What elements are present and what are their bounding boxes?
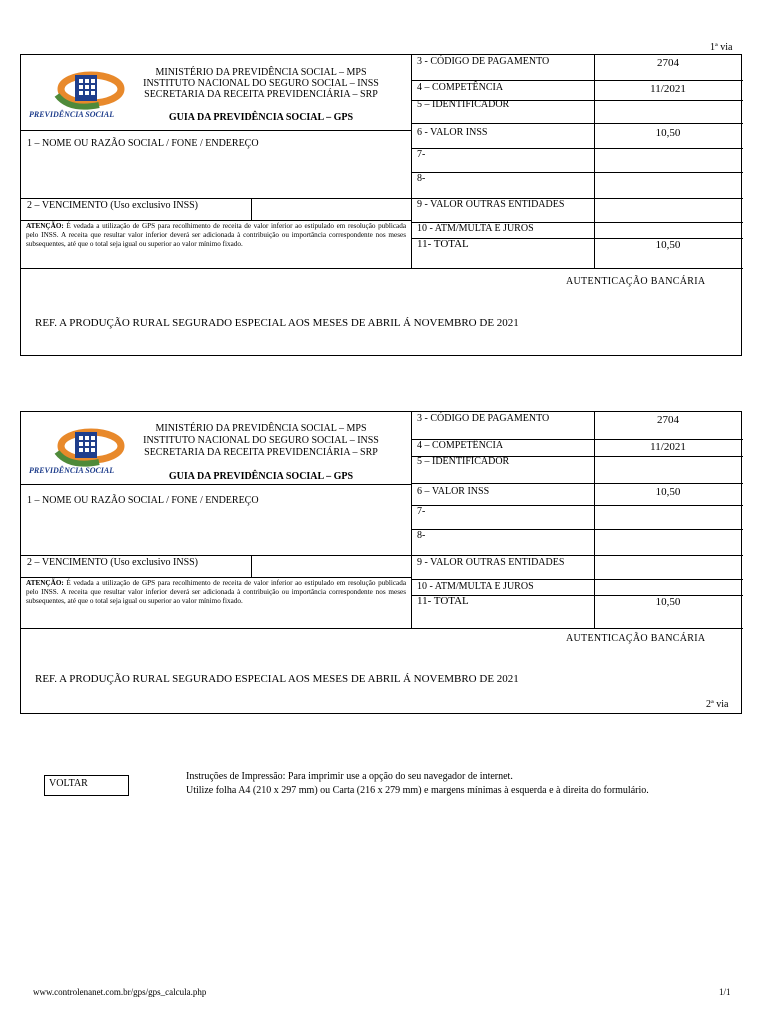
field-6-label: 6 – VALOR INSS [417, 486, 490, 497]
field-8-label: 8- [417, 530, 426, 541]
autenticacao-bancaria: AUTENTICAÇÃO BANCÁRIA [566, 633, 706, 644]
field-6-label: 6 - VALOR INSS [417, 127, 488, 138]
field-3-label: 3 - CÓDIGO DE PAGAMENTO [417, 56, 550, 67]
print-instructions-line2: Utilize folha A4 (210 x 297 mm) ou Carta (216 x 279 mm) e margens mínimas à esquerda e à direita do formulário. [186, 785, 649, 796]
field-10-label: 10 - ATM/MULTA E JUROS [417, 581, 534, 592]
field-9-label: 9 - VALOR OUTRAS ENTIDADES [417, 199, 565, 210]
header-ministerio: MINISTÉRIO DA PREVIDÊNCIA SOCIAL – MPS [155, 423, 367, 434]
field-3-value: 2704 [657, 57, 679, 69]
field-5-label: 5 – IDENTIFICADOR [417, 456, 510, 467]
gps-form-1 [20, 54, 742, 356]
field-6-value: 10,50 [655, 486, 681, 498]
header-secretaria: SECRETARIA DA RECEITA PREVIDENCIÁRIA – SRP [144, 89, 378, 100]
header-ministerio: MINISTÉRIO DA PREVIDÊNCIA SOCIAL – MPS [155, 67, 367, 78]
field-11-label: 11- TOTAL [417, 595, 469, 607]
field-4-label: 4 – COMPETÊNCIA [417, 82, 504, 93]
guia-title: GUIA DA PREVIDÊNCIA SOCIAL – GPS [168, 471, 354, 482]
gps-form-2 [20, 411, 742, 714]
field-7-label: 7- [417, 149, 426, 160]
field-8-label: 8- [417, 173, 426, 184]
field-4-value: 11/2021 [650, 83, 686, 95]
atencao-text: ATENÇÃO: É vedada a utilização de GPS para recolhimento de receita de valor inferior ao estipulado em resolução publicada pelo INSS. A receita que resultar valor inferior deverá ser adicionada à contribuição ou importância correspondente nos meses subsequentes, até que o total seja igual ou superior ao valor mínimo fixado. [26, 579, 407, 605]
voltar-button[interactable]: VOLTAR [44, 775, 129, 796]
guia-title: GUIA DA PREVIDÊNCIA SOCIAL – GPS [168, 112, 354, 123]
field-2-label: 2 – VENCIMENTO (Uso exclusivo INSS) [27, 200, 199, 211]
field-10-label: 10 - ATM/MULTA E JUROS [417, 223, 534, 234]
field-3-value: 2704 [657, 414, 679, 426]
via-2-label: 2ª via [706, 699, 729, 710]
header-instituto: INSTITUTO NACIONAL DO SEGURO SOCIAL – INSS [143, 435, 379, 446]
header-secretaria: SECRETARIA DA RECEITA PREVIDENCIÁRIA – SRP [144, 447, 378, 458]
field-11-value: 10,50 [655, 596, 681, 608]
field-6-value: 10,50 [655, 127, 681, 139]
autenticacao-bancaria: AUTENTICAÇÃO BANCÁRIA [566, 276, 706, 287]
ref-text: REF. A PRODUÇÃO RURAL SEGURADO ESPECIAL AOS MESES DE ABRIL Á NOVEMBRO DE 2021 [35, 317, 519, 329]
via-1-label: 1ª via [710, 42, 733, 53]
field-4-label: 4 – COMPETÊNCIA [417, 440, 504, 451]
field-7-label: 7- [417, 506, 426, 517]
field-5-label: 5 – IDENTIFICADOR [417, 99, 510, 110]
field-9-label: 9 - VALOR OUTRAS ENTIDADES [417, 557, 565, 568]
logo-text: PREVIDÊNCIA SOCIAL [29, 466, 115, 475]
field-1-label: 1 – NOME OU RAZÃO SOCIAL / FONE / ENDEREÇO [27, 495, 259, 506]
field-3-label: 3 - CÓDIGO DE PAGAMENTO [417, 413, 550, 424]
footer-url: www.controlenanet.com.br/gps/gps_calcula.php [33, 987, 207, 997]
field-11-value: 10,50 [655, 239, 681, 251]
ref-text: REF. A PRODUÇÃO RURAL SEGURADO ESPECIAL AOS MESES DE ABRIL Á NOVEMBRO DE 2021 [35, 673, 519, 685]
logo-text: PREVIDÊNCIA SOCIAL [29, 110, 115, 119]
atencao-text: ATENÇÃO: É vedada a utilização de GPS para recolhimento de receita de valor inferior ao estipulado em resolução publicada pelo INSS. A receita que resultar valor inferior deverá ser adicionada à contribuição ou importância correspondente nos meses subsequentes, até que o total seja igual ou superior ao valor mínimo fixado. [26, 222, 407, 248]
field-2-label: 2 – VENCIMENTO (Uso exclusivo INSS) [27, 557, 199, 568]
print-instructions-line1: Instruções de Impressão: Para imprimir use a opção do seu navegador de internet. [186, 771, 513, 782]
field-4-value: 11/2021 [650, 441, 686, 453]
field-1-label: 1 – NOME OU RAZÃO SOCIAL / FONE / ENDEREÇO [27, 138, 259, 149]
field-11-label: 11- TOTAL [417, 238, 469, 250]
header-instituto: INSTITUTO NACIONAL DO SEGURO SOCIAL – INSS [143, 78, 379, 89]
footer-page-number: 1/1 [719, 987, 731, 997]
